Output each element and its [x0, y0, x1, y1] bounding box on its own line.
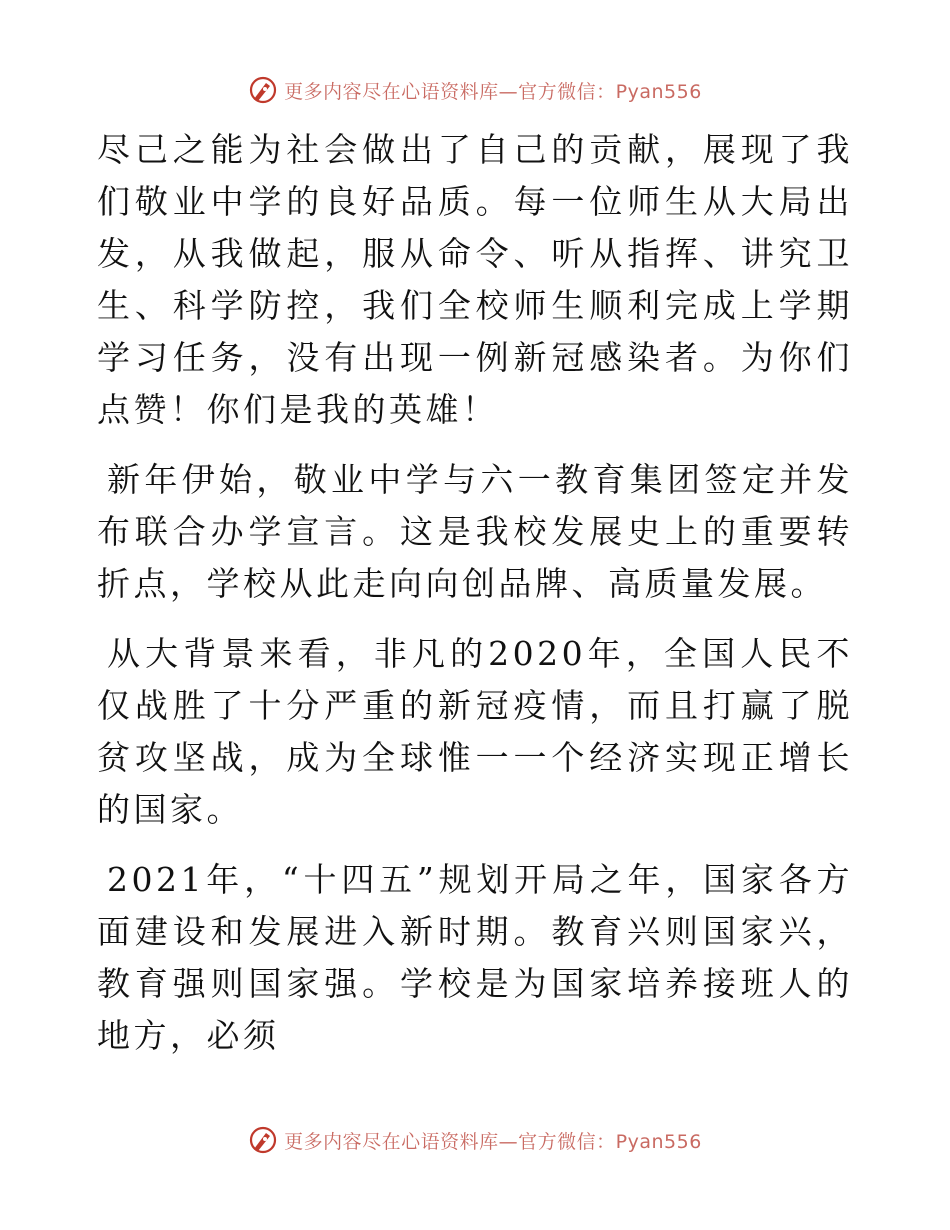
pen-nib-logo-icon	[248, 75, 278, 105]
footer-banner	[0, 1122, 950, 1158]
paragraph-3: 从大背景来看，非凡的2020年，全国人民不仅战胜了十分严重的新冠疫情，而且打赢了脱贫攻坚战，成为全球惟一一个经济实现正增长的国家。	[97, 634, 853, 829]
paragraph-4: 2021年，“十四五”规划开局之年，国家各方面建设和发展进入新时期。教育兴则国家兴，教育强则国家强。学校是为国家培养接班人的地方，必须	[97, 860, 853, 1055]
document-body	[97, 124, 853, 1080]
banner-text: 更多内容尽在心语资料库—官方微信：Pyan556	[284, 80, 702, 103]
pen-nib-logo-icon	[248, 1125, 278, 1155]
paragraph-1: 尽己之能为社会做出了自己的贡献，展现了我们敬业中学的良好品质。每一位师生从大局出发，从我做起，服从命令、听从指挥、讲究卫生、科学防控，我们全校师生顺利完成上学期学习任务，没有出现一例新冠感染者。为你们点赞！你们是我的英雄！	[97, 130, 853, 429]
header-banner	[0, 72, 950, 108]
banner-text: 更多内容尽在心语资料库—官方微信：Pyan556	[284, 1130, 702, 1153]
paragraph-2: 新年伊始，敬业中学与六一教育集团签定并发布联合办学宣言。这是我校发展史上的重要转折点，学校从此走向向创品牌、高质量发展。	[97, 460, 853, 603]
